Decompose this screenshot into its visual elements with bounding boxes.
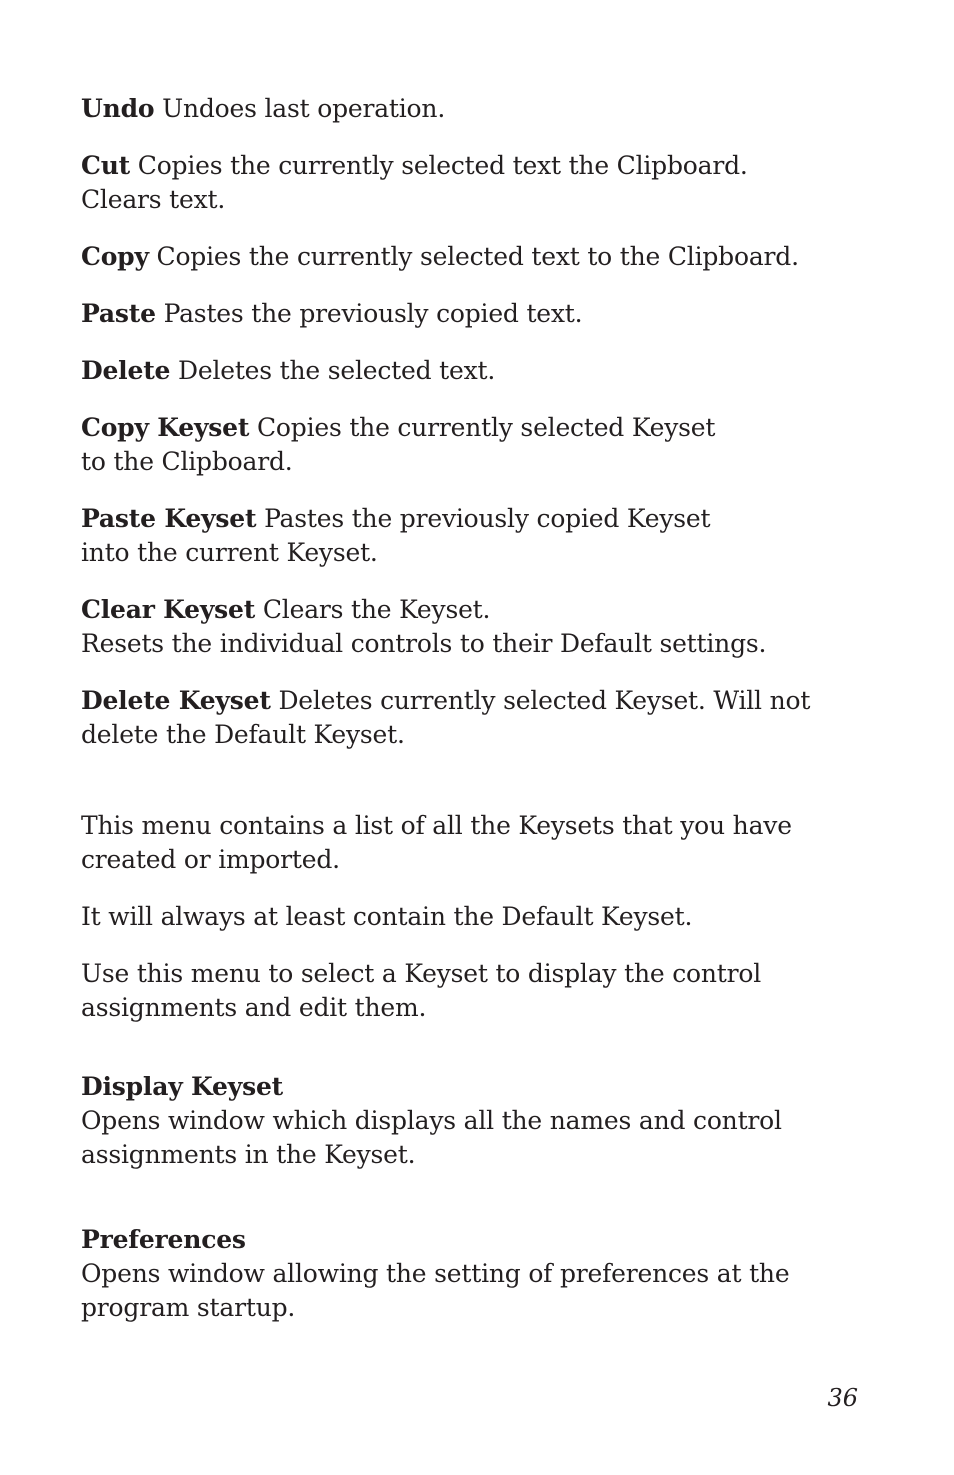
term-copy: Copy <box>81 242 149 271</box>
desc-delete-line-1: Deletes the selected text. <box>178 356 496 385</box>
desc-clear-keyset-line-1: Clears the Keyset. <box>262 595 491 624</box>
desc-undo-line-1: Undoes last operation. <box>162 94 446 123</box>
entry-paste <box>81 297 841 331</box>
keyset-menu-p1-line-2: created or imported. <box>81 845 340 874</box>
desc-copy-line-1: Copies the currently selected text to the Clipboard. <box>156 242 799 271</box>
desc-delete-keyset-line-2: delete the Default Keyset. <box>81 720 405 749</box>
section-spacer <box>81 1048 841 1070</box>
term-copy-keyset: Copy Keyset <box>81 413 250 442</box>
term-undo: Undo <box>81 94 155 123</box>
section-spacer <box>81 1195 841 1223</box>
term-clear-keyset: Clear Keyset <box>81 595 256 624</box>
entry-undo <box>81 92 841 126</box>
desc-clear-keyset-line-2: Resets the individual controls to their Default settings. <box>81 629 767 658</box>
term-delete: Delete <box>81 356 171 385</box>
desc-paste-line-1: Pastes the previously copied text. <box>163 299 583 328</box>
entry-paste-keyset <box>81 502 841 570</box>
desc-copy-keyset-line-1: Copies the currently selected Keyset <box>256 413 716 442</box>
preferences-line-1: Opens window allowing the setting of preferences at the <box>81 1259 790 1288</box>
display-keyset-heading: Display Keyset <box>81 1072 283 1101</box>
page-number: 36 <box>827 1384 858 1412</box>
desc-paste-keyset-line-2: into the current Keyset. <box>81 538 378 567</box>
entry-clear-keyset <box>81 593 841 661</box>
desc-cut-line-1: Copies the currently selected text the Clipboard. <box>137 151 748 180</box>
keyset-menu-p3-line-1: Use this menu to select a Keyset to display the control <box>81 959 761 988</box>
desc-delete-keyset-line-1: Deletes currently selected Keyset. Will not <box>278 686 811 715</box>
desc-cut-line-2: Clears text. <box>81 185 226 214</box>
section-display-keyset <box>81 1070 841 1172</box>
preferences-line-2: program startup. <box>81 1293 296 1322</box>
keyset-menu-p2-line-1: It will always at least contain the Default Keyset. <box>81 902 693 931</box>
keyset-menu-p1-line-1: This menu contains a list of all the Keysets that you have <box>81 811 792 840</box>
term-paste-keyset: Paste Keyset <box>81 504 257 533</box>
entry-cut <box>81 149 841 217</box>
section-preferences <box>81 1223 841 1325</box>
term-cut: Cut <box>81 151 131 180</box>
keyset-menu-p3-line-2: assignments and edit them. <box>81 993 427 1022</box>
keyset-menu-paragraph-1 <box>81 809 841 877</box>
entry-delete <box>81 354 841 388</box>
manual-page-content <box>81 92 841 1348</box>
preferences-heading: Preferences <box>81 1225 246 1254</box>
entry-delete-keyset <box>81 684 841 752</box>
desc-paste-keyset-line-1: Pastes the previously copied Keyset <box>264 504 711 533</box>
keyset-menu-paragraph-3 <box>81 957 841 1025</box>
desc-copy-keyset-line-2: to the Clipboard. <box>81 447 293 476</box>
entry-copy-keyset <box>81 411 841 479</box>
entry-copy <box>81 240 841 274</box>
section-spacer <box>81 775 841 809</box>
term-delete-keyset: Delete Keyset <box>81 686 271 715</box>
display-keyset-line-2: assignments in the Keyset. <box>81 1140 416 1169</box>
term-paste: Paste <box>81 299 156 328</box>
keyset-menu-paragraph-2 <box>81 900 841 934</box>
display-keyset-line-1: Opens window which displays all the names and control <box>81 1106 782 1135</box>
